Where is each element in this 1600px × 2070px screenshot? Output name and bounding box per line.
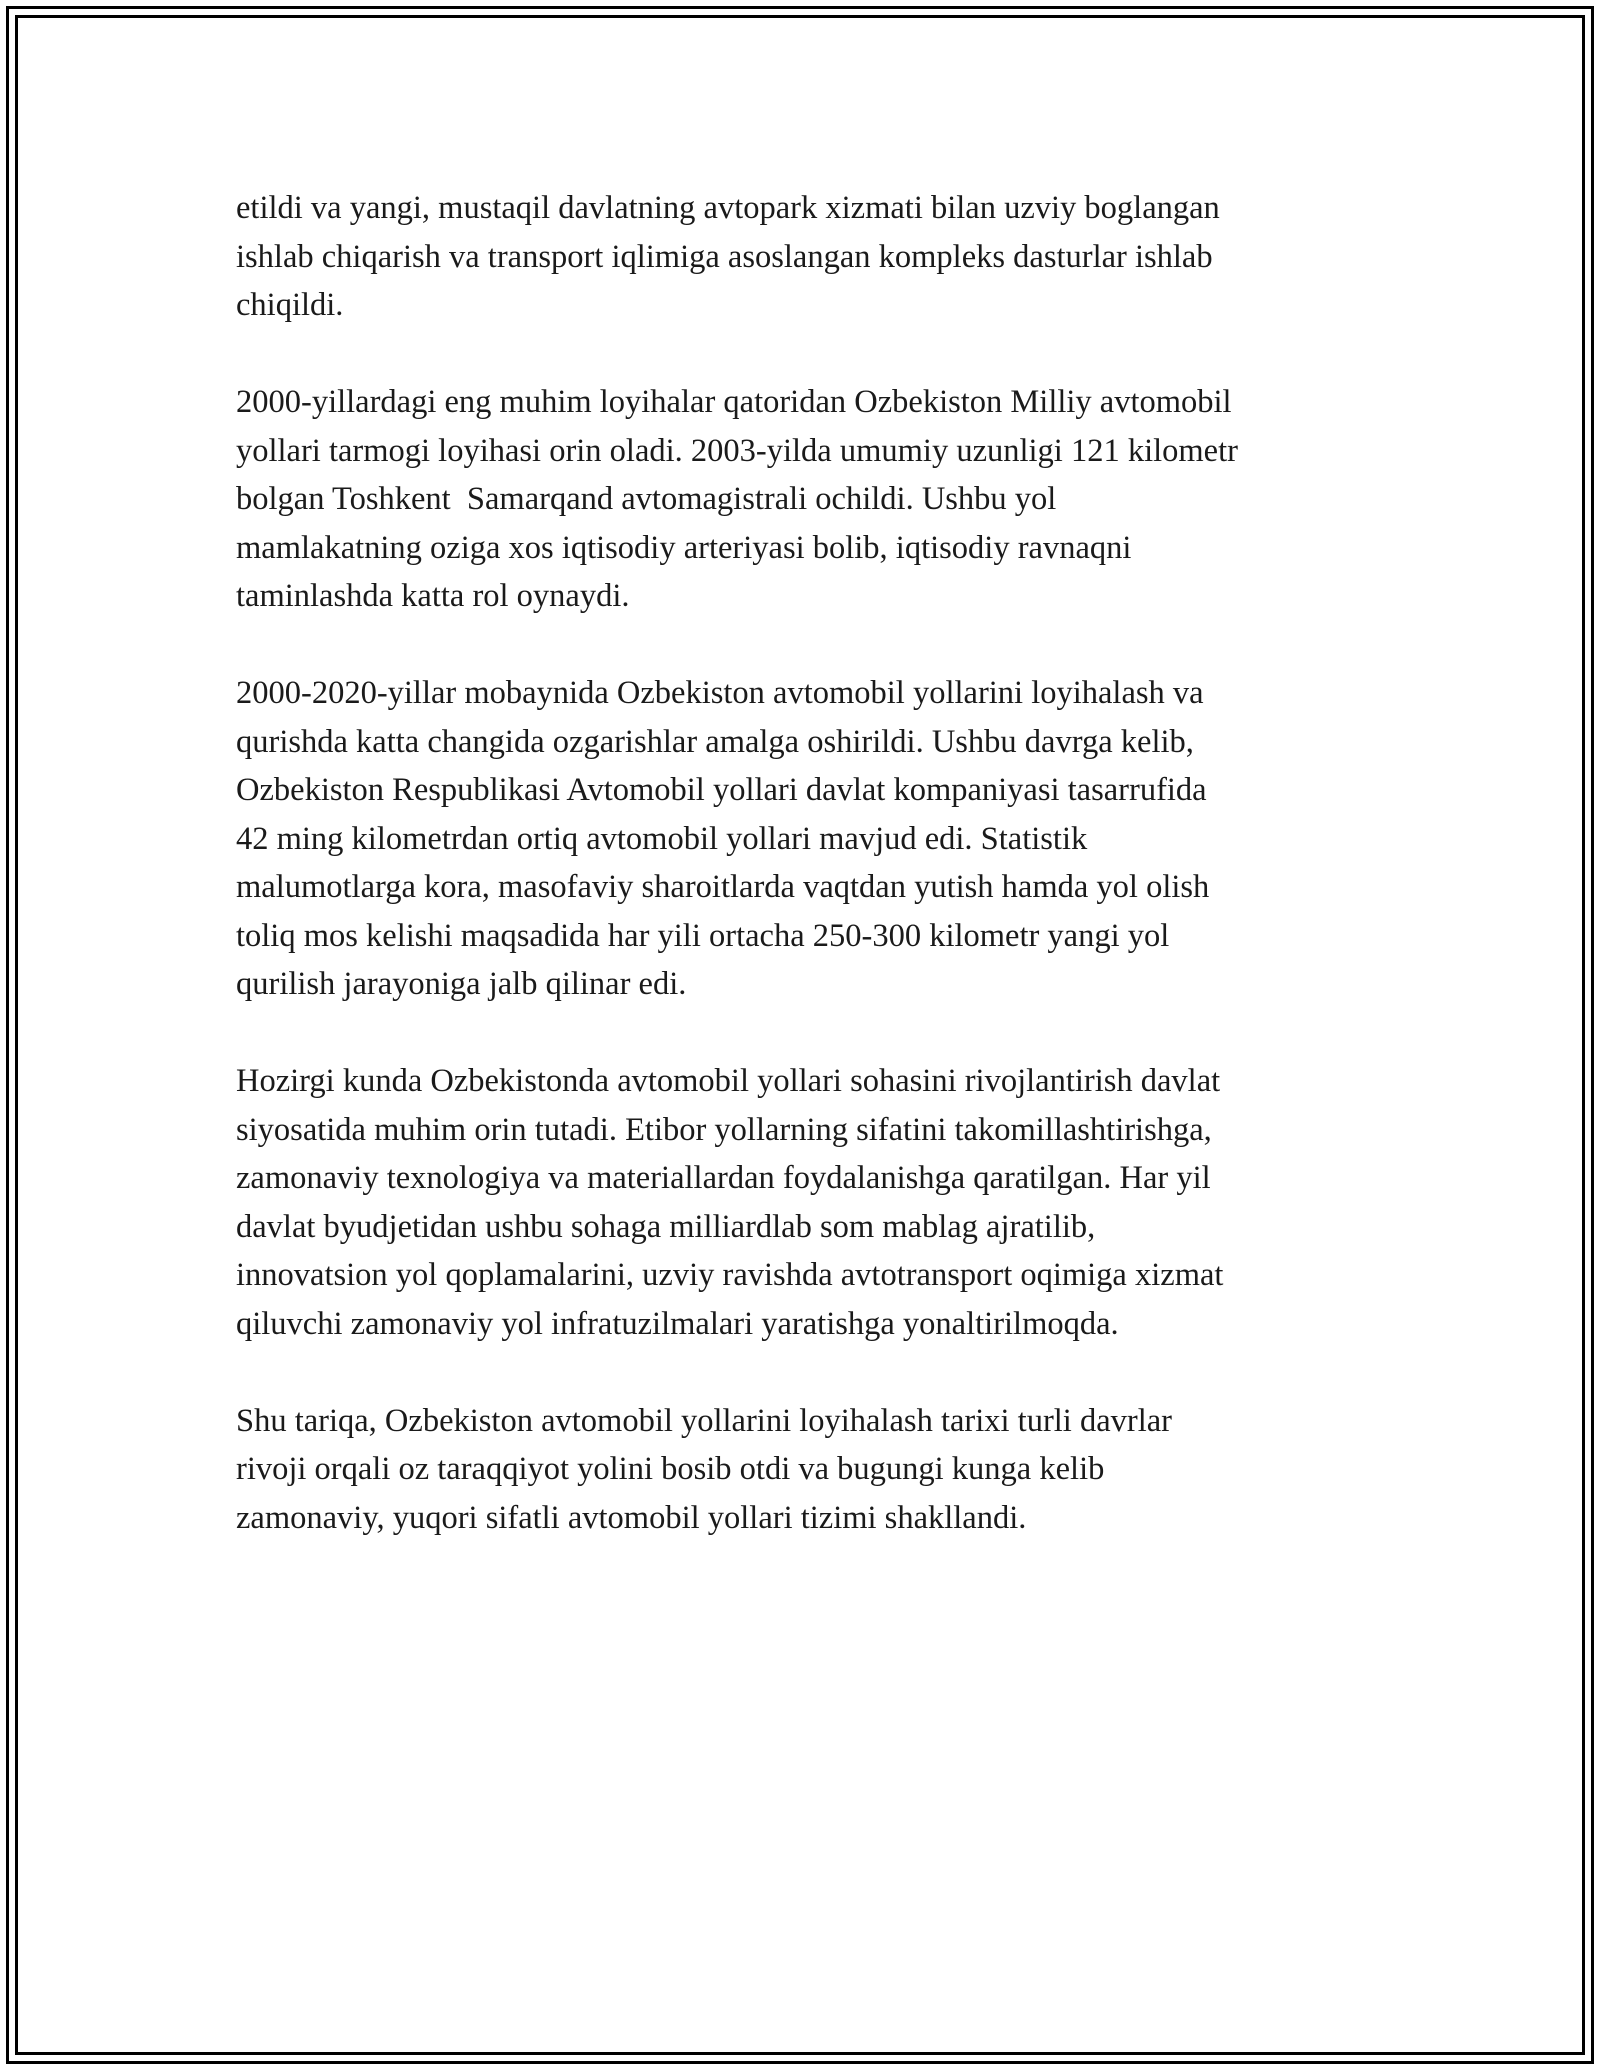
text-line: qiluvchi zamonaviy yol infratuzilmalari yaratishga yonaltirilmoqda. <box>236 1305 1119 1342</box>
text-line: toliq mos kelishi maqsadida har yili ortacha 250-300 kilometr yangi yol <box>236 917 1170 954</box>
text-line: malumotlarga kora, masofaviy sharoitlarda vaqtdan yutish hamda yol olish <box>236 869 1210 905</box>
text-line: Hozirgi kunda Ozbekistonda avtomobil yollari sohasini rivojlantirish davlat <box>236 1063 1221 1099</box>
text-line: mamlakatning oziga xos iqtisodiy arteriyasi bolib, iqtisodiy ravnaqni <box>236 529 1132 566</box>
text-line: etildi va yangi, mustaqil davlatning avtopark xizmati bilan uzviy boglangan <box>236 190 1220 226</box>
text-line: 2000-2020-yillar mobaynida Ozbekiston avtomobil yollarini loyihalash va <box>236 675 1204 711</box>
text-line: 42 ming kilometrdan ortiq avtomobil yollari mavjud edi. Statistik <box>236 820 1088 857</box>
text-line: zamonaviy texnologiya va materiallardan foydalanishga qaratilgan. Har yil <box>236 1160 1211 1196</box>
text-line: zamonaviy, yuqori sifatli avtomobil yollari tizimi shakllandi. <box>236 1499 1027 1536</box>
text-line: yollari tarmogi loyihasi orin oladi. 2003-yilda umumiy uzunligi 121 kilometr <box>236 432 1238 469</box>
text-line: 2000-yillardagi eng muhim loyihalar qatoridan Ozbekiston Milliy avtomobil <box>236 384 1232 420</box>
paragraph <box>236 1397 1396 1543</box>
text-line: taminlashda katta rol oynaydi. <box>236 578 630 614</box>
text-line: davlat byudjetidan ushbu sohaga milliardlab som mablag ajratilib, <box>236 1208 1096 1245</box>
text-line: bolgan Toshkent Samarqand avtomagistrali ochildi. Ushbu yol <box>236 481 1057 517</box>
text-line: Shu tariqa, Ozbekiston avtomobil yollarini loyihalash tarixi turli davrlar <box>236 1402 1172 1439</box>
text-line: ishlab chiqarish va transport iqlimiga asoslangan kompleks dasturlar ishlab <box>236 238 1213 275</box>
paragraph <box>236 669 1396 1009</box>
text-line: qurilish jarayoniga jalb qilinar edi. <box>236 966 687 1002</box>
text-line: qurishda katta changida ozgarishlar amalga oshirildi. Ushbu davrga kelib, <box>236 723 1194 760</box>
paragraph <box>236 184 1396 330</box>
text-line: innovatsion yol qoplamalarini, uzviy ravishda avtotransport oqimiga xizmat <box>236 1257 1224 1293</box>
paragraph <box>236 1057 1396 1348</box>
document-body <box>236 184 1396 1591</box>
text-line: chiqildi. <box>236 287 344 323</box>
paragraph <box>236 378 1396 621</box>
text-line: Ozbekiston Respublikasi Avtomobil yollari davlat kompaniyasi tasarrufida <box>236 772 1207 808</box>
text-line: rivoji orqali oz taraqqiyot yolini bosib otdi va bugungi kunga kelib <box>236 1451 1105 1487</box>
text-line: siyosatida muhim orin tutadi. Etibor yollarning sifatini takomillashtirishga, <box>236 1111 1212 1148</box>
